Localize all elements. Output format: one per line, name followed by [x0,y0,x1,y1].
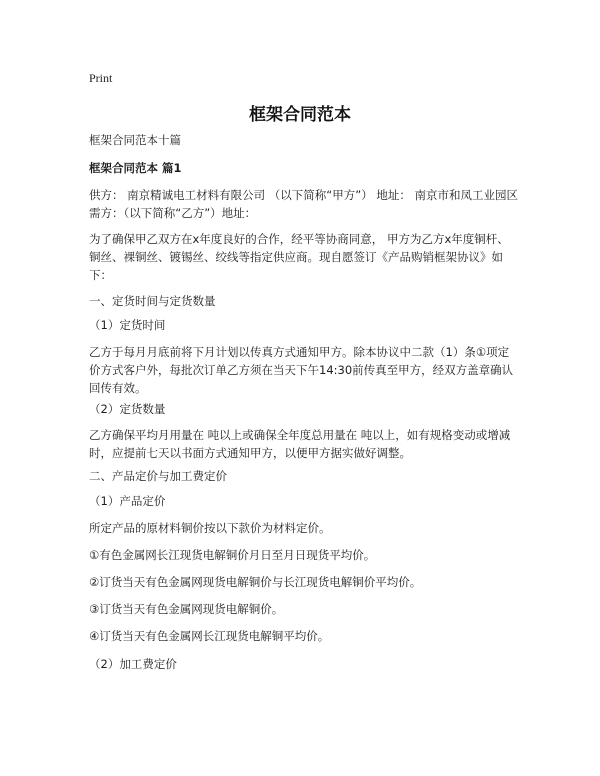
document-title: 框架合同范本 [249,105,351,125]
order-quantity-paragraph: 乙方确保平均月用量在 吨以上或确保全年度总用量在 吨以上，如有规格变动或增减时，应提前七天以书面方式通知甲方，以便甲方据实做好调整。 [89,428,511,460]
section-heading: 框架合同范本 篇1 [89,161,182,175]
pricing-option-2: ②订货当天有色金属网现货电解铜价与长江现货电解铜价平均价。 [89,575,422,589]
clause-heading-2: 二、产品定价与加工费定价 [89,469,227,483]
document-subtitle: 框架合同范本十篇 [89,133,181,147]
pricing-option-4: ④订货当天有色金属网长江现货电解铜平均价。 [89,629,330,643]
clause-heading-1: 一、定货时间与定货数量 [89,294,216,308]
subclause-heading-processing-fee: （2）加工费定价 [89,657,177,671]
intro-paragraph: 为了确保甲乙双方在x年度良好的合作，经平等协商同意， 甲方为乙方x年度铜杆、铜丝、裸铜丝、镀锡丝、绞线等指定供应商。现自愿签订《产品购销框架协议》如下： [89,232,509,282]
parties-paragraph: 供方： 南京精诚电工材料有限公司 （以下简称“甲方”） 地址： 南京市和凤工业园区 需方：（以下简称“乙方”）地址： [89,188,519,220]
subclause-heading-order-time: （1）定货时间 [89,318,166,332]
pricing-option-3: ③订货当天有色金属网现货电解铜价。 [89,602,284,616]
print-label: Print [89,71,113,85]
subclause-heading-order-quantity: （2）定货数量 [89,402,166,416]
subclause-heading-product-pricing: （1）产品定价 [89,494,166,508]
pricing-option-1: ①有色金属网长江现货电解铜价月日至月日现货平均价。 [89,548,376,562]
pricing-intro-paragraph: 所定产品的原材料铜价按以下款价为材料定价。 [89,521,331,535]
order-time-paragraph: 乙方于每月月底前将下月计划以传真方式通知甲方。除本协议中二款（1）条①项定价方式客户外，每批次订单乙方须在当天下午14:30前传真至甲方，经双方盖章确认回传有效。 [89,345,514,395]
